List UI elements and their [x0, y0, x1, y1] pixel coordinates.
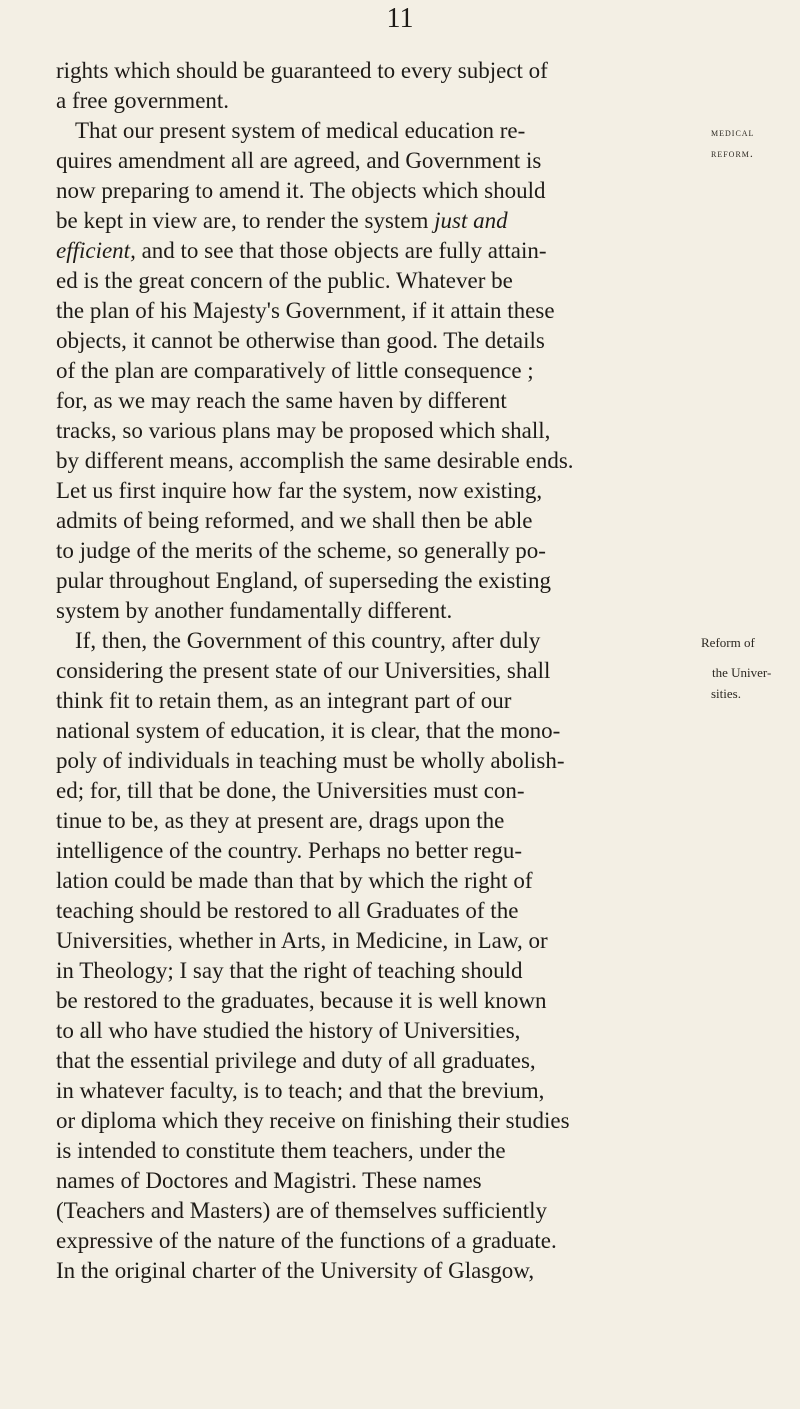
text-line: names of Doctores and Magistri. These names [56, 1168, 482, 1193]
text-line: in Theology; I say that the right of teaching should [56, 958, 523, 983]
text-line: lation could be made than that by which the right of [56, 868, 533, 893]
text-line: to judge of the merits of the scheme, so generally po- [56, 538, 546, 563]
text-segment: and to see that those objects are fully attain- [135, 238, 547, 263]
text-line: Let us first inquire how far the system, now existing, [56, 478, 543, 503]
margin-note-reform-of: Reform of [701, 635, 755, 650]
text-line: considering the present state of our Universities, shall [56, 658, 551, 683]
text-line [56, 236, 547, 266]
text-line: ed; for, till that be done, the Universities must con- [56, 778, 525, 803]
text-line: is intended to constitute them teachers, under the [56, 1138, 506, 1163]
text-line: the plan of his Majesty's Government, if it attain these [56, 298, 555, 323]
text-line: In the original charter of the University of Glasgow, [56, 1258, 535, 1283]
text-line: to all who have studied the history of Universities, [56, 1018, 521, 1043]
text-line: (Teachers and Masters) are of themselves sufficiently [56, 1198, 547, 1223]
text-line: Universities, whether in Arts, in Medicine, in Law, or [56, 928, 548, 953]
text-line: teaching should be restored to all Graduates of the [56, 898, 519, 923]
text-line: that the essential privilege and duty of all graduates, [56, 1048, 536, 1073]
text-line: now preparing to amend it. The objects which should [56, 178, 546, 203]
text-line: system by another fundamentally different. [56, 598, 453, 623]
text-line: rights which should be guaranteed to every subject of [56, 58, 548, 83]
text-line: for, as we may reach the same haven by different [56, 388, 507, 413]
text-line: intelligence of the country. Perhaps no better regu- [56, 838, 523, 863]
text-line: in whatever faculty, is to teach; and that the brevium, [56, 1078, 545, 1103]
text-line: admits of being reformed, and we shall then be able [56, 508, 533, 533]
text-line: poly of individuals in teaching must be wholly abolish- [56, 748, 565, 773]
text-line: national system of education, it is clear, that the mono- [56, 718, 561, 743]
text-line: tinue to be, as they at present are, drags upon the [56, 808, 505, 833]
text-line: quires amendment all are agreed, and Government is [56, 148, 542, 173]
text-line: be restored to the graduates, because it is well known [56, 988, 547, 1013]
text-line: pular throughout England, of superseding the existing [56, 568, 552, 593]
text-line: think fit to retain them, as an integrant part of our [56, 688, 512, 713]
margin-note-universities: the Univer- [712, 665, 772, 680]
text-line: tracks, so various plans may be proposed which shall, [56, 418, 551, 443]
text-line: ed is the great concern of the public. Whatever be [56, 268, 513, 293]
margin-note-reform: reform. [711, 146, 754, 160]
italic-text: just and [434, 208, 508, 233]
text-segment: be kept in view are, to render the system [56, 208, 435, 233]
italic-text: efficient, [56, 238, 136, 263]
text-line: a free government. [56, 88, 230, 113]
page-number: 11 [386, 3, 414, 34]
text-line: That our present system of medical education re- [75, 118, 526, 143]
text-line: objects, it cannot be otherwise than good. The details [56, 328, 545, 353]
margin-note-medical: medical [711, 125, 755, 139]
text-line: If, then, the Government of this country, after duly [75, 628, 541, 653]
text-line: by different means, accomplish the same desirable ends. [56, 448, 574, 473]
text-line: of the plan are comparatively of little consequence ; [56, 358, 534, 383]
text-line [56, 206, 508, 236]
margin-note-sities: sities. [711, 686, 741, 701]
text-line: or diploma which they receive on finishing their studies [56, 1108, 570, 1133]
text-line: expressive of the nature of the functions of a graduate. [56, 1228, 557, 1253]
